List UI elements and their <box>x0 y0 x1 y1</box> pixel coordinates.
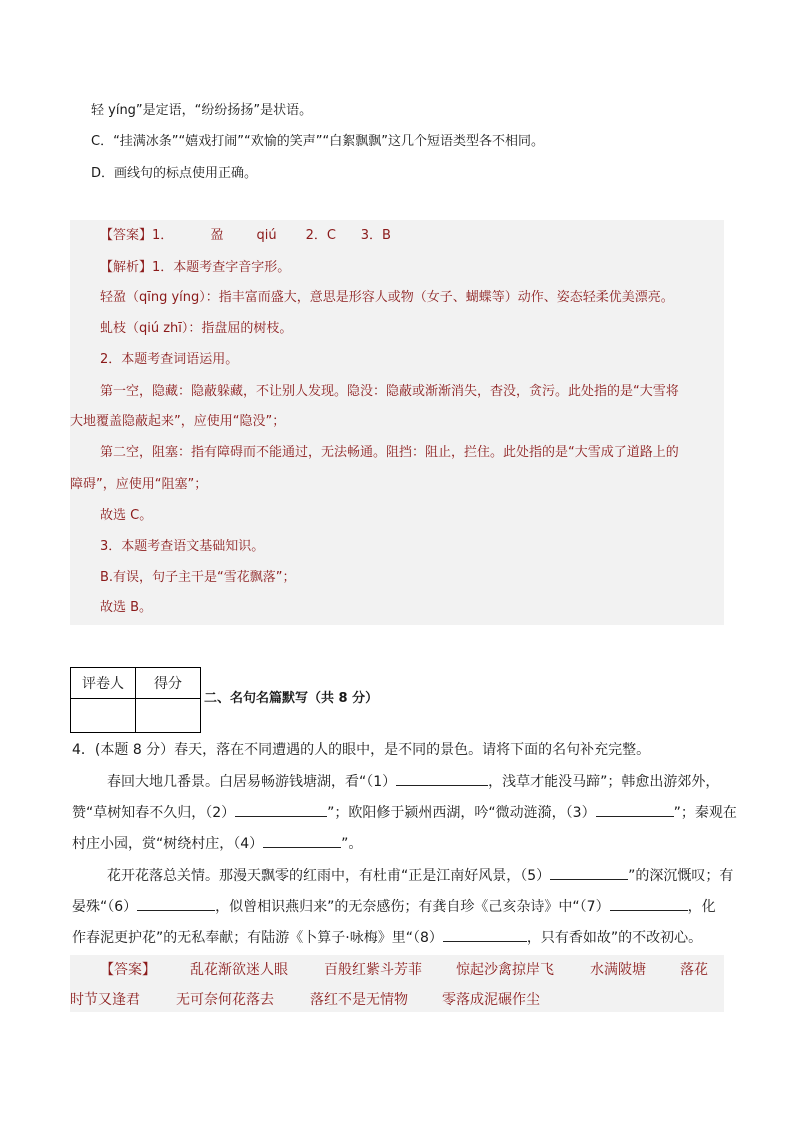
analysis-line-9: 故选 C。 <box>100 508 153 523</box>
analysis-line-11: B.有误，句子主干是“雪花飘落”； <box>100 570 296 585</box>
blank-3[interactable] <box>596 802 674 817</box>
text: 作春泥更护花”的无私奉献；有陆游《卜算子·咏梅》里“（8） <box>72 930 443 946</box>
analysis-line-5: 第一空，隐藏：隐蔽躲藏，不让别人发现。隐没：隐蔽或渐渐消失，杳没，贪污。此处指的是“大雪将 <box>100 384 679 399</box>
answer-item-4: 水满陂塘 <box>590 962 646 978</box>
q4-p1-line3 <box>72 833 362 854</box>
analysis-line-1 <box>100 258 290 278</box>
grader-header: 评卷人 <box>71 668 136 699</box>
analysis-line-2: 轻盈（qīng yíng）：指丰富而盛大，意思是形容人或物（女子、蝴蝶等）动作、姿态轻柔优美漂亮。 <box>100 290 674 305</box>
analysis-line-4: 2．本题考查词语运用。 <box>100 352 239 367</box>
answer-item-6: 无可奈何花落去 <box>176 992 274 1008</box>
option-b-continuation: 轻 yíng”是定语，“纷纷扬扬”是状语。 <box>91 103 313 118</box>
text: ，浅草才能没马蹄”；韩愈出游郊外， <box>488 774 720 790</box>
answer-item-5: 落花 <box>680 962 708 978</box>
text: 晏殊“（6） <box>72 899 138 915</box>
blank-6[interactable] <box>137 896 215 911</box>
answer-tag: 【答案】 <box>100 962 156 978</box>
answer-item-3: 惊起沙禽掠岸飞 <box>456 962 554 978</box>
analysis-line-6: 大地覆盖隐蔽起来”，应使用“隐没”； <box>70 414 286 429</box>
blank-2[interactable] <box>235 802 327 817</box>
answer-box-1 <box>70 220 724 625</box>
blank-7[interactable] <box>610 896 688 911</box>
answer-tag: 【答案】 <box>100 228 153 243</box>
q4-p2-line1 <box>107 865 733 886</box>
blank-8[interactable] <box>443 927 527 942</box>
q4-p1-line2 <box>72 802 737 823</box>
answer-item-8: 零落成泥碾作尘 <box>442 992 540 1008</box>
analysis-line-10: 3．本题考查语文基础知识。 <box>100 539 265 554</box>
text: ”的深沉慨叹；有 <box>628 868 734 884</box>
option-d: D．画线句的标点使用正确。 <box>91 166 258 181</box>
blank-4[interactable] <box>263 833 341 848</box>
text: ”；欧阳修于颍州西湖，吟“微动涟漪，（3） <box>327 805 596 821</box>
answer-item-7: 落红不是无情物 <box>310 992 408 1008</box>
score-cell <box>136 699 201 733</box>
grade-table <box>70 667 201 733</box>
analysis-line-8: 障碍”，应使用“阻塞”； <box>70 477 208 492</box>
answer-box-4 <box>70 955 724 1012</box>
answer-item-5b: 时节又逢君 <box>70 992 140 1008</box>
analysis-tag: 【解析】 <box>100 260 153 275</box>
score-header: 得分 <box>136 668 201 699</box>
text: 春回大地几番景。白居易畅游钱塘湖，看“（1） <box>107 774 397 790</box>
section-title: 二、名句名篇默写（共 8 分） <box>204 691 379 706</box>
text: ，化 <box>687 899 716 915</box>
answer-line <box>100 226 391 246</box>
blank-5[interactable] <box>550 865 628 880</box>
analysis-line-3: 虬枝（qiú zhī）：指盘屈的树枝。 <box>100 321 293 336</box>
text: ，只有香如故”的不改初心。 <box>526 930 703 946</box>
grader-cell <box>71 699 136 733</box>
answer-text: 1． 盈 qiú 2．C 3．B <box>152 228 391 243</box>
q4-p2-line3 <box>72 927 702 948</box>
answer-item-2: 百般红紫斗芳菲 <box>324 962 422 978</box>
analysis-line-12: 故选 B。 <box>100 600 153 615</box>
text: ”。 <box>341 836 363 852</box>
text: ”；秦观在 <box>673 805 737 821</box>
question-4-stem: 4．(本题 8 分）春天，落在不同遭遇的人的眼中，是不同的景色。请将下面的名句补充完整。 <box>72 742 651 758</box>
answer-item-1: 乱花渐欲迷人眼 <box>190 962 288 978</box>
blank-1[interactable] <box>396 771 488 786</box>
text: 村庄小园，赏“树绕村庄，（4） <box>72 836 264 852</box>
text: 花开花落总关情。那漫天飘零的红雨中，有杜甫“正是江南好风景，（5） <box>107 868 551 884</box>
q4-p1-line1 <box>107 771 719 792</box>
text: 赞“草树知春不久归，（2） <box>72 805 236 821</box>
analysis-text: 1．本题考查字音字形。 <box>152 260 291 275</box>
analysis-line-7: 第二空，阻塞：指有障碍而不能通过，无法畅通。阻挡：阻止，拦住。此处指的是“大雪成了道路上的 <box>100 445 679 460</box>
text: ，似曾相识燕归来”的无奈感伤；有龚自珍《己亥杂诗》中“（7） <box>215 899 610 915</box>
q4-p2-line2 <box>72 896 716 917</box>
option-c: C．“挂满冰条”“嬉戏打闹”“欢愉的笑声”“白絮飘飘”这几个短语类型各不相同。 <box>91 134 544 149</box>
